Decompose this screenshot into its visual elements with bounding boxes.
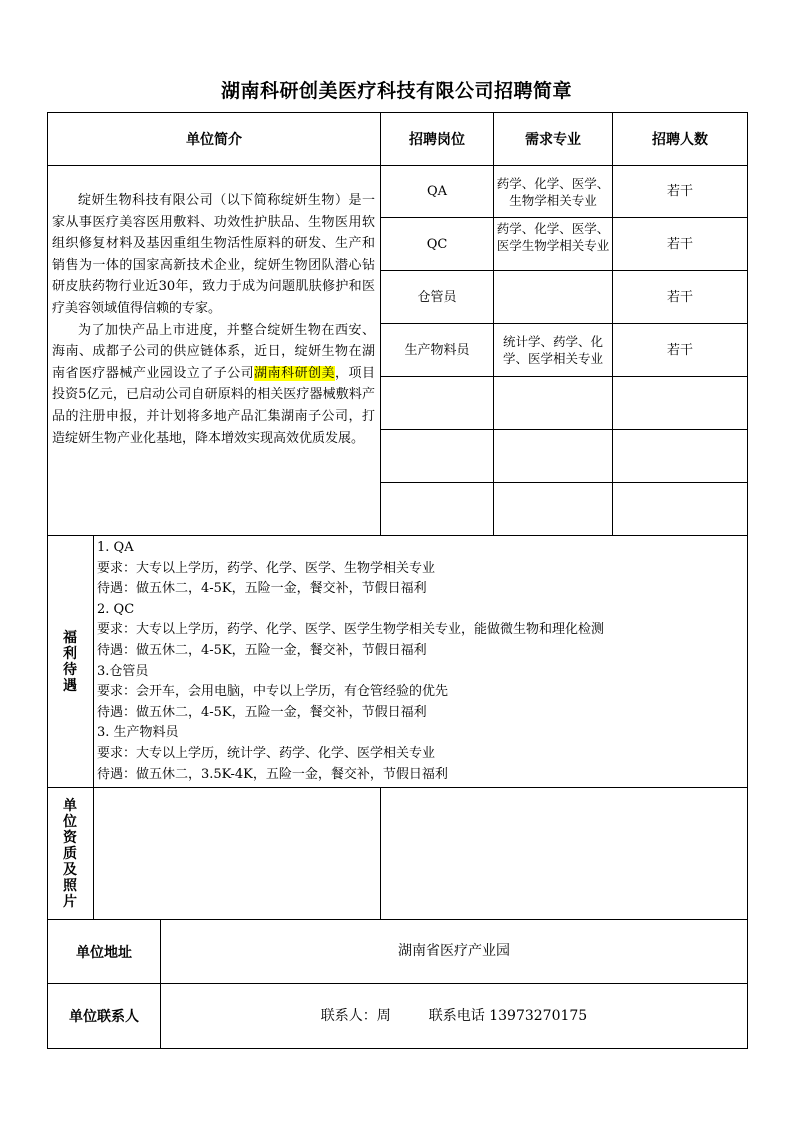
qualification-label: 单 位 资 质 及 照 片 xyxy=(63,798,77,910)
header-intro: 单位简介 xyxy=(186,132,242,148)
position-major: 药学、化学、医学、生物学相关专业 xyxy=(496,175,610,208)
table-rule xyxy=(380,429,748,430)
table-rule xyxy=(380,787,381,920)
company-intro xyxy=(52,190,375,449)
position-name: 生产物料员 xyxy=(404,342,470,358)
table-rule xyxy=(47,1048,748,1049)
position-major: 统计学、药学、化学、医学相关专业 xyxy=(502,334,603,366)
position-count: 若干 xyxy=(666,184,693,199)
benefit-line: 3.仓管员 xyxy=(97,663,149,679)
position-count: 若干 xyxy=(666,236,693,252)
contact-label: 单位联系人 xyxy=(69,1009,139,1025)
benefit-line: 1. QA xyxy=(97,540,134,555)
header-position: 招聘岗位 xyxy=(409,132,465,148)
intro-text-before: 为了加快产品上市进度，并整合绽妍生物在西安、海南、成都子公司的供应链体系，近日，绽妍生物在湖南省医疗器械产业园设立了子公司 xyxy=(52,322,375,381)
position-major xyxy=(494,271,612,323)
page-title: 湖南科研创美医疗科技有限公司招聘简章 xyxy=(220,80,572,102)
contact-phone: 联系电话 13973270175 xyxy=(428,1007,588,1024)
header-major: 需求专业 xyxy=(525,132,581,148)
benefit-line: 2. QC xyxy=(97,601,135,617)
benefit-line: 要求：大专以上学历，统计学、药学、化学、医学相关专业 xyxy=(97,745,436,761)
contact-person: 联系人：周 xyxy=(320,1007,391,1024)
position-name: 仓管员 xyxy=(417,289,457,305)
benefit-line: 要求：大专以上学历，药学、化学、医学、医学生物学相关专业，能做微生物和理化检测 xyxy=(97,622,605,638)
benefit-line: 待遇：做五休二，4-5K，五险一金，餐交补，节假日福利 xyxy=(97,642,427,658)
intro-paragraph-2 xyxy=(52,320,375,450)
address-value: 湖南省医疗产业园 xyxy=(398,943,510,959)
benefit-line: 要求：大专以上学历，药学、化学、医学、生物学相关专业 xyxy=(97,560,436,576)
position-name: QC xyxy=(426,236,448,252)
benefit-line: 待遇：做五休二，4-5K，五险一金，餐交补，节假日福利 xyxy=(97,581,427,597)
position-name: QA xyxy=(426,184,448,199)
header-count: 招聘人数 xyxy=(652,132,708,148)
position-major: 药学、化学、医学、医学生物学相关专业 xyxy=(496,221,610,253)
table-rule xyxy=(380,376,748,377)
table-rule xyxy=(47,787,748,788)
intro-text-after: ，项目投资5亿元，已启动公司自研原料的相关医疗器械敷料产品的注册申报，并计划将多地产品汇集湖南子公司，打造绽妍生物产业化基地，降本增效实现高效优质发展。 xyxy=(52,365,375,446)
benefit-line: 3. 生产物料员 xyxy=(97,725,179,741)
highlighted-company-name: 湖南科研创美 xyxy=(254,365,336,381)
benefit-line: 要求：会开车，会用电脑，中专以上学历，有仓管经验的优先 xyxy=(97,684,449,700)
table-rule xyxy=(380,482,748,483)
table-rule xyxy=(47,535,748,536)
position-count: 若干 xyxy=(666,342,693,358)
table-rule xyxy=(93,535,94,920)
table-rule xyxy=(47,112,48,1049)
benefits-label: 福 利 待 遇 xyxy=(63,630,77,694)
intro-paragraph-1: 绽妍生物科技有限公司（以下简称绽妍生物）是一家从事医疗美容医用敷料、功效性护肤品、生物医用软组织修复材料及基因重组生物活性原料的研发、生产和销售为一体的国家高新技术企业，绽妍生物团队潜心钻研皮肤药物行业近30年，致力于成为问题肌肤修护和医疗美容领域值得信赖的专家。 xyxy=(52,193,375,316)
benefits-list xyxy=(97,538,787,785)
contact-value xyxy=(161,984,747,1048)
address-label: 单位地址 xyxy=(76,944,132,961)
benefit-line: 待遇：做五休二，4-5K，五险一金，餐交补，节假日福利 xyxy=(97,704,427,720)
benefit-line: 待遇：做五休二，3.5K-4K，五险一金，餐交补，节假日福利 xyxy=(97,766,448,782)
position-count: 若干 xyxy=(666,289,693,305)
